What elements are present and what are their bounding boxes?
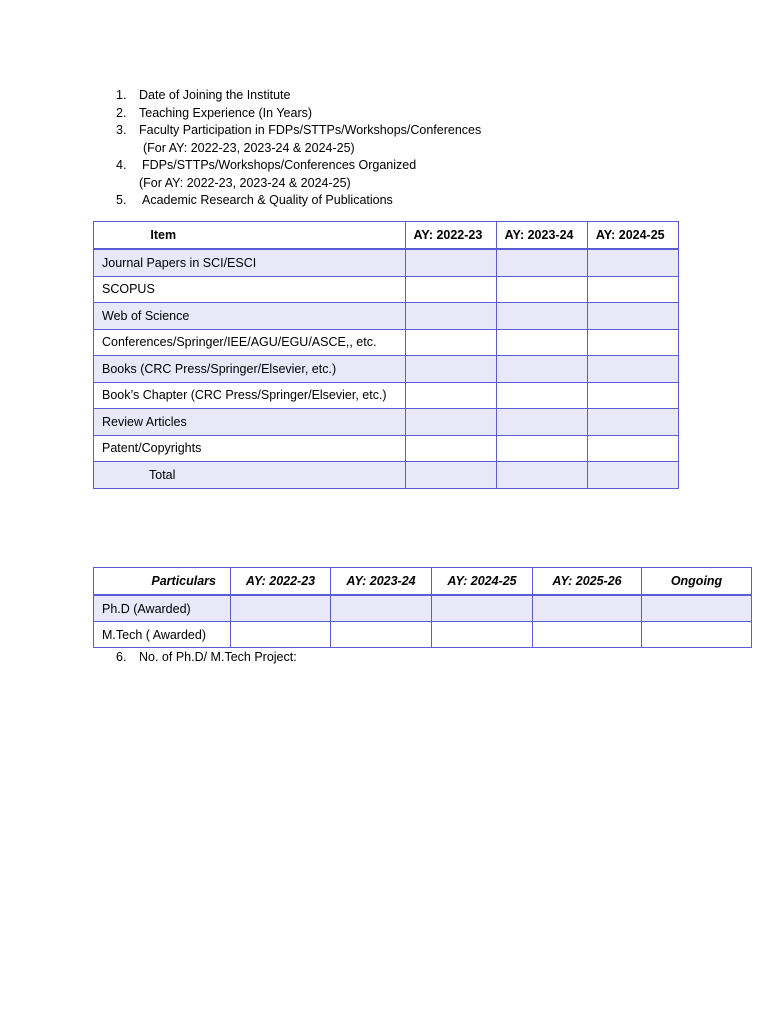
table-cell <box>533 595 642 622</box>
table-row <box>94 303 679 330</box>
column-header-item: Item <box>94 222 406 250</box>
table-cell <box>331 622 432 648</box>
row-label: SCOPUS <box>94 276 406 303</box>
table-row <box>94 276 679 303</box>
phd-mtech-table <box>93 567 752 648</box>
table-cell <box>587 276 678 303</box>
list-number: 5. <box>116 193 127 207</box>
table-cell <box>432 622 533 648</box>
column-header-particulars: Particulars <box>94 568 231 596</box>
column-header-ay-2025-26: AY: 2025-26 <box>533 568 642 596</box>
table-cell <box>587 462 678 489</box>
table-cell <box>496 303 587 330</box>
table-cell <box>405 329 496 356</box>
list-number: 6. <box>116 650 127 664</box>
table-cell <box>405 249 496 276</box>
list-item-3-continuation: (For AY: 2022-23, 2023-24 & 2024-25) <box>143 141 355 155</box>
total-label: Total <box>94 462 406 489</box>
table-cell <box>587 435 678 462</box>
table-total-row <box>94 462 679 489</box>
table-cell <box>587 382 678 409</box>
table-cell <box>231 595 331 622</box>
table-row <box>94 249 679 276</box>
row-label: Patent/Copyrights <box>94 435 406 462</box>
table-cell <box>496 249 587 276</box>
table-cell <box>432 595 533 622</box>
table-cell <box>496 409 587 436</box>
column-header-ay-2023-24: AY: 2023-24 <box>496 222 587 250</box>
publications-table <box>93 221 679 489</box>
table-cell <box>587 249 678 276</box>
row-label: Review Articles <box>94 409 406 436</box>
table-header-row <box>94 568 752 596</box>
list-item-4-continuation: (For AY: 2022-23, 2023-24 & 2024-25) <box>139 176 351 190</box>
table-header-row <box>94 222 679 250</box>
list-text: No. of Ph.D/ M.Tech Project: <box>139 650 297 664</box>
row-label: Conferences/Springer/IEE/AGU/EGU/ASCE,, etc. <box>94 329 406 356</box>
table-cell <box>587 303 678 330</box>
table-cell <box>405 303 496 330</box>
table-cell <box>496 462 587 489</box>
list-text: Teaching Experience (In Years) <box>139 106 313 120</box>
table-cell <box>496 435 587 462</box>
table-cell <box>331 595 432 622</box>
table-cell <box>405 276 496 303</box>
table-cell <box>496 382 587 409</box>
table-cell <box>405 409 496 436</box>
row-label: Books (CRC Press/Springer/Elsevier, etc.) <box>94 356 406 383</box>
row-label: M.Tech ( Awarded) <box>94 622 231 648</box>
list-text: Academic Research & Quality of Publications <box>142 193 393 207</box>
row-label: Web of Science <box>94 303 406 330</box>
table-row <box>94 435 679 462</box>
list-number: 3. <box>116 123 127 137</box>
table-cell <box>496 276 587 303</box>
table-row <box>94 356 679 383</box>
table-row <box>94 329 679 356</box>
table-row <box>94 382 679 409</box>
column-header-ay-2024-25: AY: 2024-25 <box>587 222 678 250</box>
row-label: Ph.D (Awarded) <box>94 595 231 622</box>
list-number: 2. <box>116 106 127 120</box>
table-row <box>94 409 679 436</box>
table-cell <box>405 462 496 489</box>
column-header-ay-2023-24: AY: 2023-24 <box>331 568 432 596</box>
table-cell <box>587 329 678 356</box>
table-cell <box>496 329 587 356</box>
table-cell <box>405 356 496 383</box>
column-header-ay-2024-25: AY: 2024-25 <box>432 568 533 596</box>
table-row <box>94 595 752 622</box>
list-text: Faculty Participation in FDPs/STTPs/Workshops/Conferences <box>139 123 482 137</box>
list-number: 1. <box>116 88 127 102</box>
table-cell <box>496 356 587 383</box>
column-header-ongoing: Ongoing <box>642 568 752 596</box>
list-text: Date of Joining the Institute <box>139 88 291 102</box>
table-cell <box>231 622 331 648</box>
table-cell <box>533 622 642 648</box>
table-row <box>94 622 752 648</box>
table-cell <box>587 409 678 436</box>
table-cell <box>405 435 496 462</box>
row-label: Book’s Chapter (CRC Press/Springer/Elsevier, etc.) <box>94 382 406 409</box>
column-header-ay-2022-23: AY: 2022-23 <box>405 222 496 250</box>
table-cell <box>642 622 752 648</box>
table-cell <box>587 356 678 383</box>
list-number: 4. <box>116 158 127 172</box>
column-header-ay-2022-23: AY: 2022-23 <box>231 568 331 596</box>
list-text: FDPs/STTPs/Workshops/Conferences Organized <box>142 158 417 172</box>
table-cell <box>642 595 752 622</box>
row-label: Journal Papers in SCI/ESCI <box>94 249 406 276</box>
table-cell <box>405 382 496 409</box>
